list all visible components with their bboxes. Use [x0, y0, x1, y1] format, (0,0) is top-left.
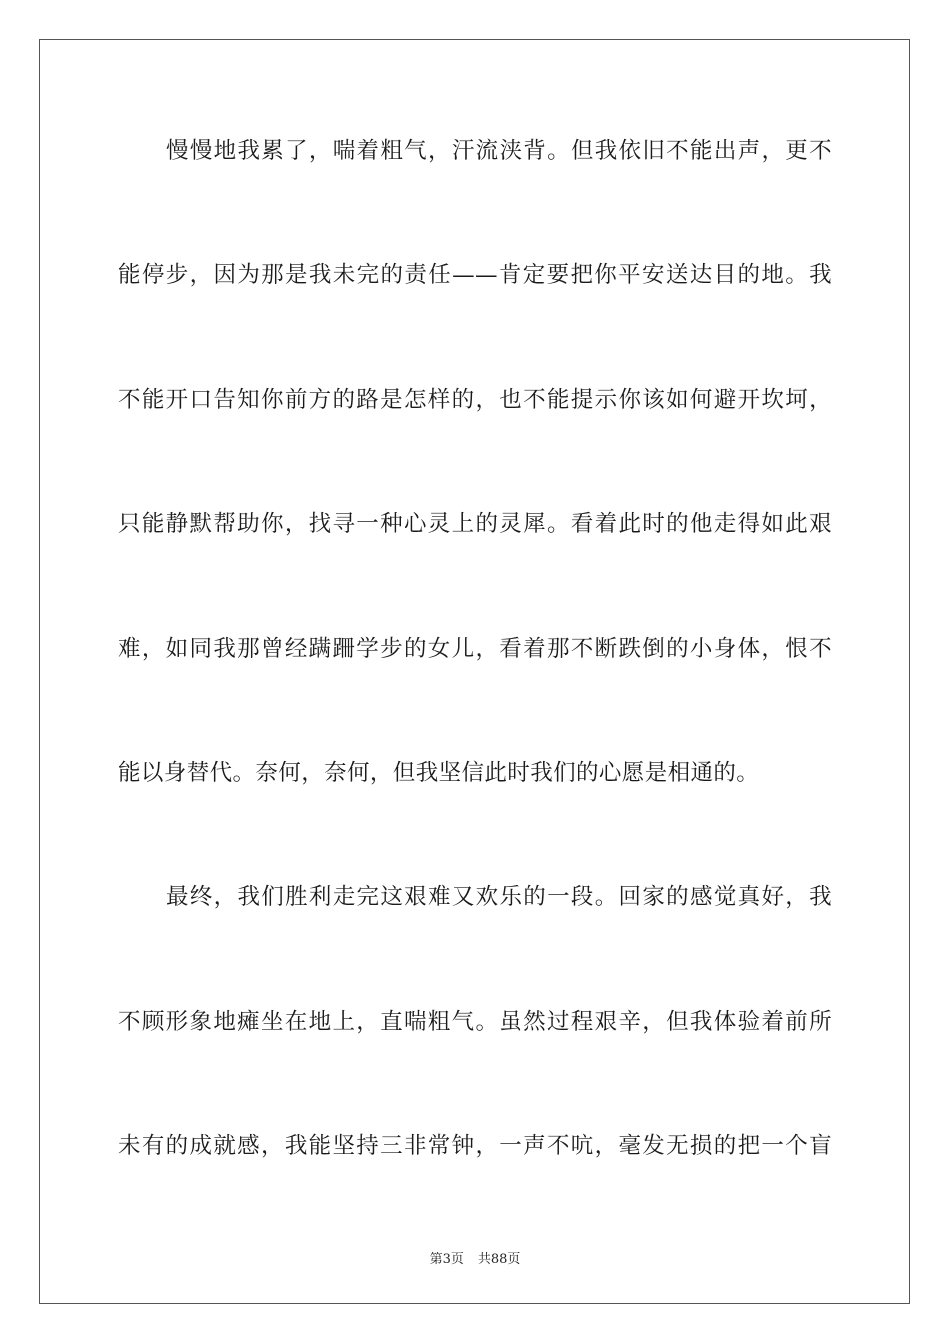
page-number: 第3页: [429, 1252, 464, 1267]
paragraph-1-line-4: 只能静默帮助你，找寻一种心灵上的灵犀。看着此时的他走得如此艰: [118, 511, 832, 537]
total-pages: 共88页: [477, 1252, 521, 1267]
paragraph-2-line-1: 最终，我们胜利走完这艰难又欢乐的一段。回家的感觉真好，我: [166, 884, 832, 910]
paragraph-2-line-3: 未有的成就感，我能坚持三非常钟，一声不吭，毫发无损的把一个盲: [118, 1133, 832, 1159]
paragraph-1-line-2: 能停步，因为那是我未完的责任——肯定要把你平安送达目的地。我: [118, 262, 832, 288]
paragraph-1-line-6: 能以身替代。奈何，奈何，但我坚信此时我们的心愿是相通的。: [118, 760, 760, 786]
page-footer: [0, 1248, 950, 1267]
paragraph-1-line-1: 慢慢地我累了，喘着粗气，汗流浃背。但我依旧不能出声，更不: [166, 138, 832, 164]
paragraph-1-line-5: 难，如同我那曾经蹒跚学步的女儿，看着那不断跌倒的小身体，恨不: [118, 636, 832, 662]
paragraph-1-line-3: 不能开口告知你前方的路是怎样的，也不能提示你该如何避开坎坷，: [118, 387, 832, 413]
page-border: [39, 39, 910, 1304]
paragraph-2-line-2: 不顾形象地瘫坐在地上，直喘粗气。虽然过程艰辛，但我体验着前所: [118, 1009, 832, 1035]
